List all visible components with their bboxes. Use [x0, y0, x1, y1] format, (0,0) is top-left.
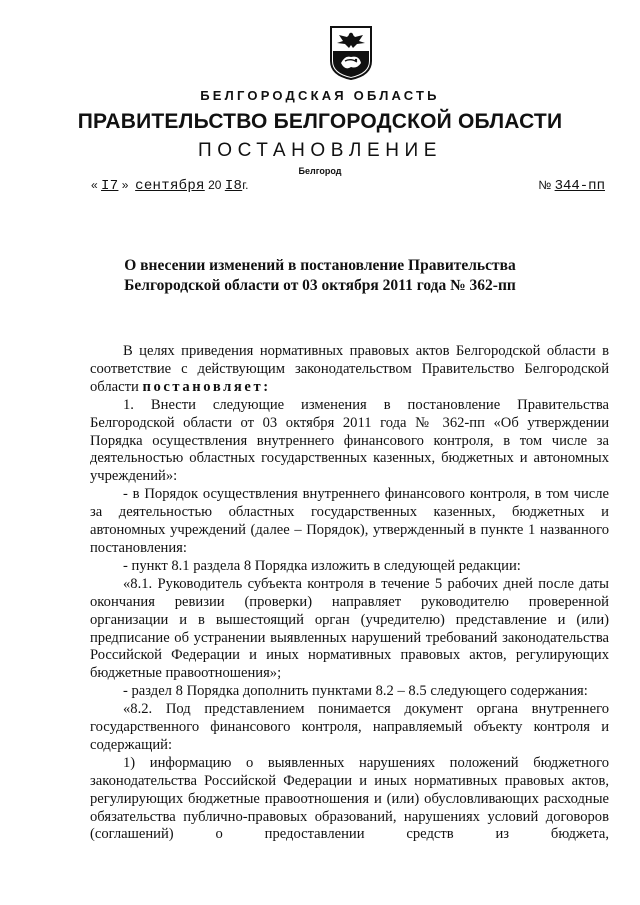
number-label: №: [538, 178, 552, 192]
government-name: ПРАВИТЕЛЬСТВО БЕЛГОРОДСКОЙ ОБЛАСТИ: [77, 110, 563, 133]
date-month: сентября: [135, 178, 205, 194]
paragraph-section-8-addition: - раздел 8 Порядка дополнить пунктами 8.2 – 8.5 следующего содержания:: [123, 683, 588, 700]
document-number: [538, 178, 605, 194]
coat-of-arms-icon: [329, 25, 373, 81]
paragraph-procedure-changes: - в Порядок осуществления внутреннего финансового контроля, в том числе за деятельностью областных государственных казенных, бюджетных и автономных учреждений (далее – Порядок), утвержденный в пункте 1 названного постановления:: [90, 486, 609, 556]
title-line-2: Белгородской области от 03 октября 2011 года № 362-пп: [124, 277, 516, 294]
document-date: [91, 178, 248, 194]
document-type: ПОСТАНОВЛЕНИЕ: [197, 140, 443, 161]
date-year-prefix: 20: [208, 178, 222, 192]
paragraph-8-2-item-1: 1) информацию о выявленных нарушениях положений бюджетного законодательства Российской Федерации и иных нормативных правовых актов, регулирующих бюджетные правоотношения и (или) обусловливающих расходные обязательства публично-правовых образований, нарушениях условий договоров (соглашений) о предоставлении средств из бюджета,: [90, 754, 609, 843]
date-close-quote: »: [121, 178, 129, 192]
city-name: Белгород: [298, 166, 342, 176]
document-body: [90, 343, 609, 844]
resolves-word: постановляет:: [142, 378, 271, 395]
paragraph-item-1: 1. Внести следующие изменения в постановление Правительства Белгородской области от 03 октября 2011 года № 362-пп «Об утверждении Порядка осуществления внутреннего финансового контроля, в том числе за деятельностью областных государственных казенных, бюджетных и автономных учреждений»:: [90, 396, 609, 485]
region-name: БЕЛГОРОДСКАЯ ОБЛАСТЬ: [200, 88, 440, 103]
number-value: 344-пп: [554, 178, 605, 194]
document-title: [60, 256, 580, 296]
date-day: I7: [101, 178, 119, 194]
date-open-quote: «: [91, 178, 98, 192]
paragraph-8-2-text: «8.2. Под представлением понимается документ органа внутреннего государственного финансового контроля, направляемый объекту контроля и содержащий:: [90, 701, 609, 753]
paragraph-point-8-1: - пункт 8.1 раздела 8 Порядка изложить в следующей редакции:: [123, 557, 521, 574]
preamble-paragraph: [90, 343, 609, 397]
title-line-1: О внесении изменений в постановление Правительства: [124, 257, 516, 274]
date-year-abbr: г.: [242, 178, 249, 192]
paragraph-8-1-text: «8.1. Руководитель субъекта контроля в течение 5 рабочих дней после даты окончания ревизии (проверки) направляет руководителю проверенной организации и в вышестоящий орган (учредителю) представление и (или) предписание об устранении выявленных нарушений требований законодательства Российской Федерации и иных нормативных правовых актов, регулирующих бюджетные правоотношения»;: [90, 575, 609, 682]
date-year-suffix: I8: [224, 178, 243, 194]
preamble-text: В целях приведения нормативных правовых актов Белгородской области в соответствие с действующим законодательством Правительство Белгородской области: [90, 343, 609, 395]
